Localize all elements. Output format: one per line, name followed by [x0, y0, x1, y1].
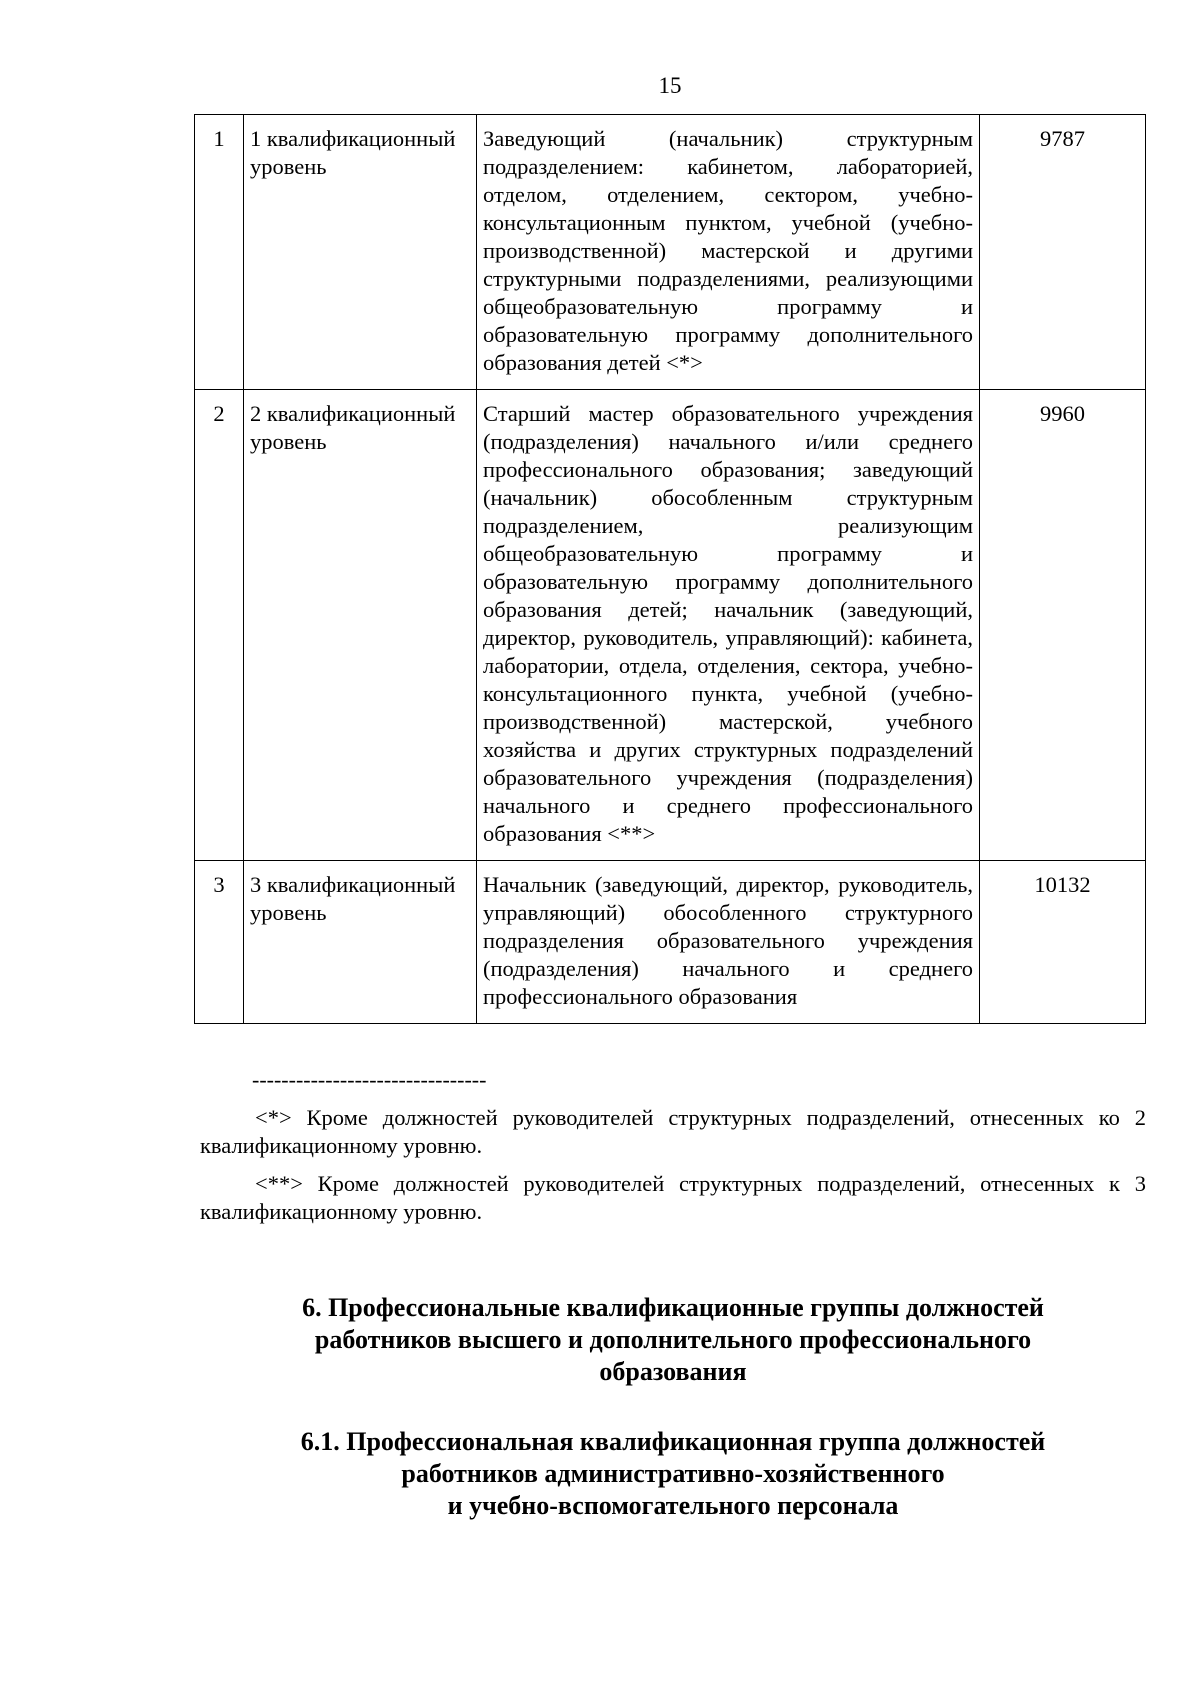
position-description: Заведующий (начальник) структурным подразделением: кабинетом, лабораторией, отделом, отделением, сектором, учебно-консультационным пунктом, учебной (учебно-производственной) мастерской и другими структурными подразделениями, реализующими общеобразовательную программу и образовательную программу дополнительного образования детей <*>	[477, 115, 980, 390]
footnote-separator: --------------------------------	[252, 1067, 487, 1092]
footnote-2: <**> Кроме должностей руководителей структурных подразделений, отнесенных к 3 квалификационному уровню.	[200, 1171, 1146, 1224]
section-6-heading	[200, 1292, 1146, 1388]
row-number: 3	[195, 861, 244, 1024]
salary-value: 9960	[980, 390, 1146, 861]
page-number: 15	[658, 73, 682, 98]
qualification-level: 3 квалификационный уровень	[244, 861, 477, 1024]
heading-line: 6. Профессиональные квалификационные группы должностей	[302, 1293, 1044, 1322]
qualification-level: 2 квалификационный уровень	[244, 390, 477, 861]
qualification-table	[194, 114, 1146, 1024]
heading-line: работников административно-хозяйственного	[401, 1459, 945, 1488]
heading-line: 6.1. Профессиональная квалификационная группа должностей	[300, 1427, 1046, 1456]
footnote-1: <*> Кроме должностей руководителей структурных подразделений, отнесенных ко 2 квалификационному уровню.	[200, 1105, 1146, 1158]
position-description: Начальник (заведующий, директор, руководитель, управляющий) обособленного структурного подразделения образовательного учреждения (подразделения) начального и среднего профессионального образования	[477, 861, 980, 1024]
salary-value: 9787	[980, 115, 1146, 390]
heading-line: и учебно-вспомогательного персонала	[447, 1491, 899, 1520]
position-description: Старший мастер образовательного учреждения (подразделения) начального и/или среднего профессионального образования; заведующий (начальник) обособленным структурным подразделением, реализующим общеобразовательную программу и образовательную программу дополнительного образования детей; начальник (заведующий, директор, руководитель, управляющий): кабинета, лаборатории, отдела, отделения, сектора, учебно-консультационного пункта, учебной (учебно-производственной) мастерской, учебного хозяйства и других структурных подразделений образовательного учреждения (подразделения) начального и среднего профессионального образования <**>	[477, 390, 980, 861]
section-6-1-heading	[200, 1426, 1146, 1522]
table-row	[195, 390, 1146, 861]
table-row	[195, 115, 1146, 390]
heading-line: работников высшего и дополнительного профессионального	[314, 1325, 1032, 1354]
table-row	[195, 861, 1146, 1024]
qualification-level: 1 квалификационный уровень	[244, 115, 477, 390]
salary-value: 10132	[980, 861, 1146, 1024]
row-number: 1	[195, 115, 244, 390]
row-number: 2	[195, 390, 244, 861]
heading-line: образования	[599, 1357, 747, 1386]
